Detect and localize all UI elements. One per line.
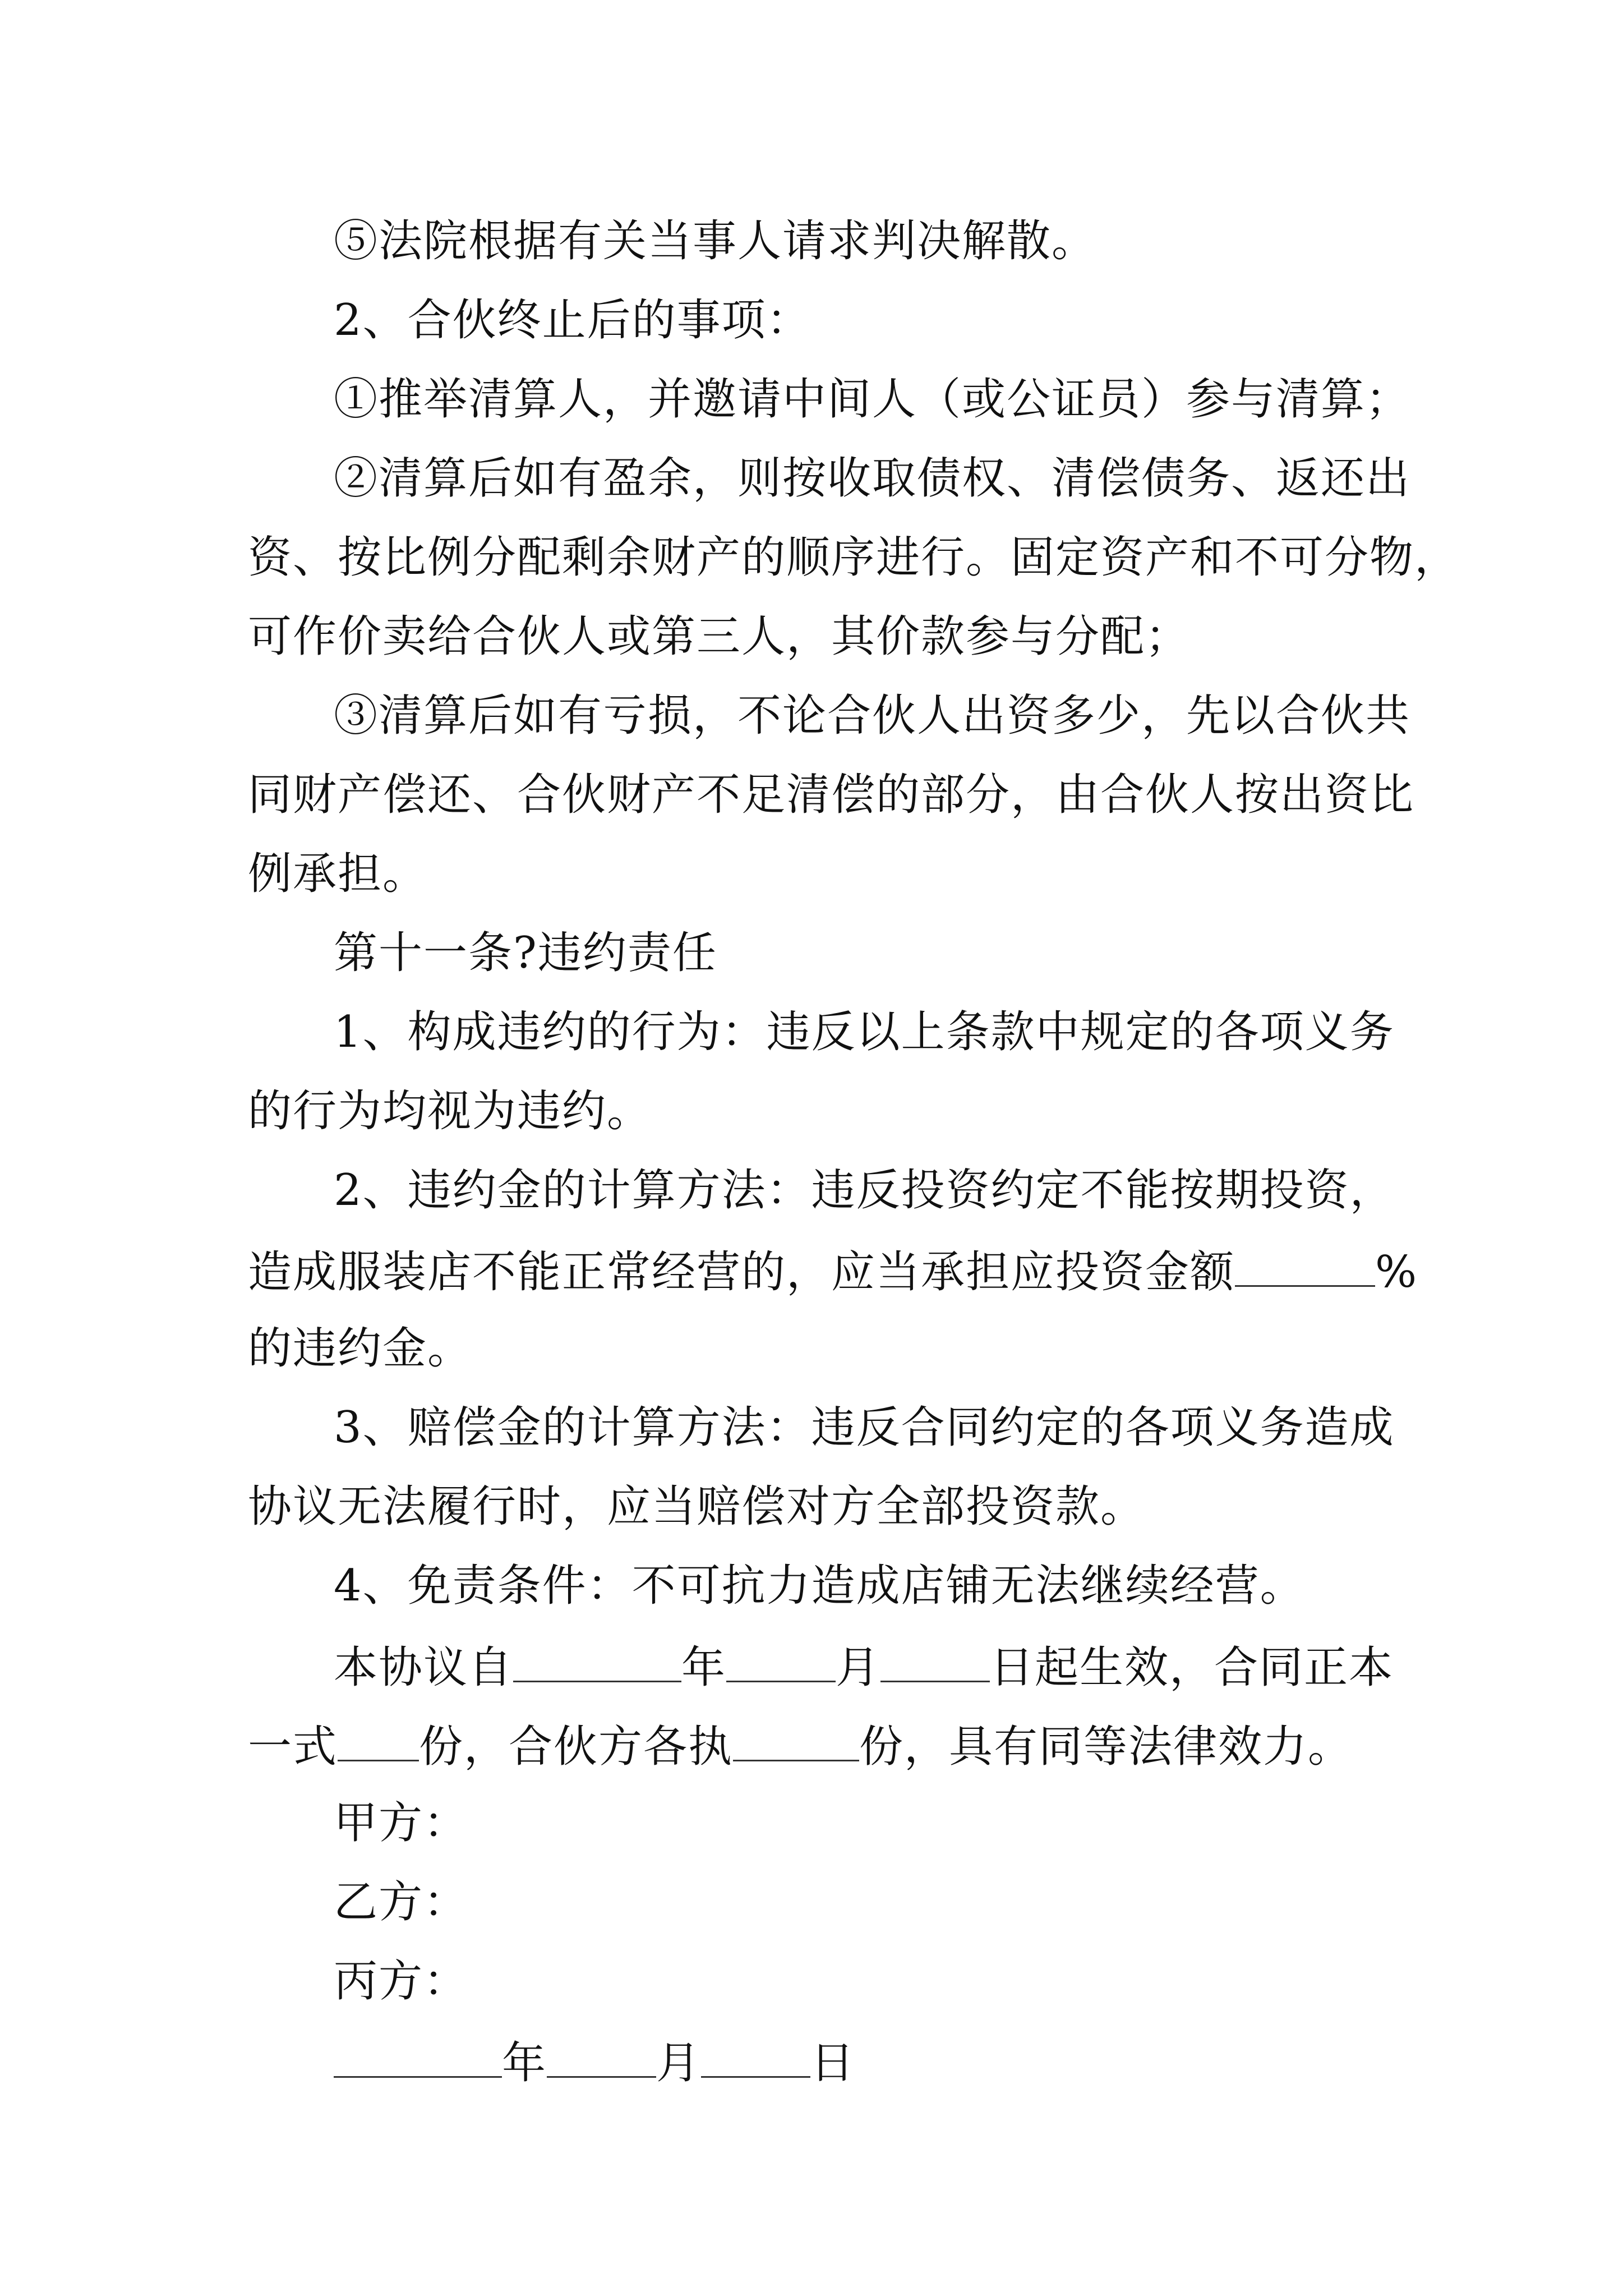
paragraph-line: 可作价卖给合伙人或第三人，其价款参与分配； <box>248 611 1191 662</box>
date-line <box>334 2032 855 2091</box>
fill-in-blank <box>880 1637 990 1682</box>
paragraph-line: ⑤法院根据有关当事人请求判决解散。 <box>334 216 1097 266</box>
line-text: 月 <box>836 1642 881 1693</box>
paragraph-line <box>248 1241 1418 1300</box>
paragraph-line: 资、按比例分配剩余财产的顺序进行。固定资产和不可分物， <box>248 532 1460 583</box>
paragraph-line: ①推举清算人，并邀请中间人（或公证员）参与清算； <box>334 374 1411 425</box>
paragraph-line <box>248 1716 1353 1775</box>
fill-in-blank <box>334 2032 502 2078</box>
fill-in-blank <box>701 2032 810 2078</box>
line-text: % <box>1375 1247 1418 1297</box>
paragraph-line: 例承担。 <box>248 849 428 899</box>
signature-line-party-b: 乙方： <box>334 1877 469 1927</box>
line-text: 日起生效，合同正本 <box>990 1642 1394 1693</box>
fill-in-blank <box>338 1716 419 1761</box>
paragraph-line: 1、构成违约的行为：违反以上条款中规定的各项义务 <box>334 1007 1395 1057</box>
paragraph-line: 4、免责条件：不可抗力造成店铺无法继续经营。 <box>334 1561 1305 1611</box>
fill-in-blank <box>733 1716 859 1761</box>
paragraph-line: ③清算后如有亏损，不论合伙人出资多少，先以合伙共 <box>334 691 1411 741</box>
signature-line-party-c: 丙方： <box>334 1956 469 2007</box>
fill-in-blank <box>1235 1241 1375 1287</box>
line-text: 份，具有同等法律效力。 <box>859 1722 1353 1772</box>
paragraph-line: 协议无法履行时，应当赔偿对方全部投资款。 <box>248 1481 1146 1532</box>
line-text: 年 <box>681 1642 727 1693</box>
signature-line-party-a: 甲方： <box>334 1798 469 1848</box>
line-text: 一式 <box>248 1722 338 1772</box>
paragraph-line: ②清算后如有盈余，则按收取债权、清偿债务、返还出 <box>334 453 1411 504</box>
line-text: 日 <box>810 2038 856 2088</box>
line-text: 年 <box>502 2038 547 2088</box>
line-text: 份，合伙方各执 <box>419 1722 734 1772</box>
paragraph-line: 2、违约金的计算方法：违反投资约定不能按期投资， <box>334 1165 1395 1216</box>
paragraph-line: 同财产偿还、合伙财产不足清偿的部分，由合伙人按出资比 <box>248 770 1415 820</box>
paragraph-line: 3、赔偿金的计算方法：违反合同约定的各项义务造成 <box>334 1402 1395 1453</box>
paragraph-line <box>334 1637 1394 1696</box>
fill-in-blank <box>547 2032 656 2078</box>
line-text: 月 <box>656 2038 702 2088</box>
line-text: 本协议自 <box>334 1642 514 1693</box>
line-text: 造成服装店不能正常经营的，应当承担应投资金额 <box>248 1247 1235 1297</box>
fill-in-blank <box>513 1637 681 1682</box>
paragraph-line: 2、合伙终止后的事项： <box>334 295 811 346</box>
paragraph-line: 的行为均视为违约。 <box>248 1086 652 1137</box>
fill-in-blank <box>726 1637 836 1682</box>
section-heading: 第十一条?违约责任 <box>334 928 717 978</box>
paragraph-line: 的违约金。 <box>248 1323 473 1374</box>
